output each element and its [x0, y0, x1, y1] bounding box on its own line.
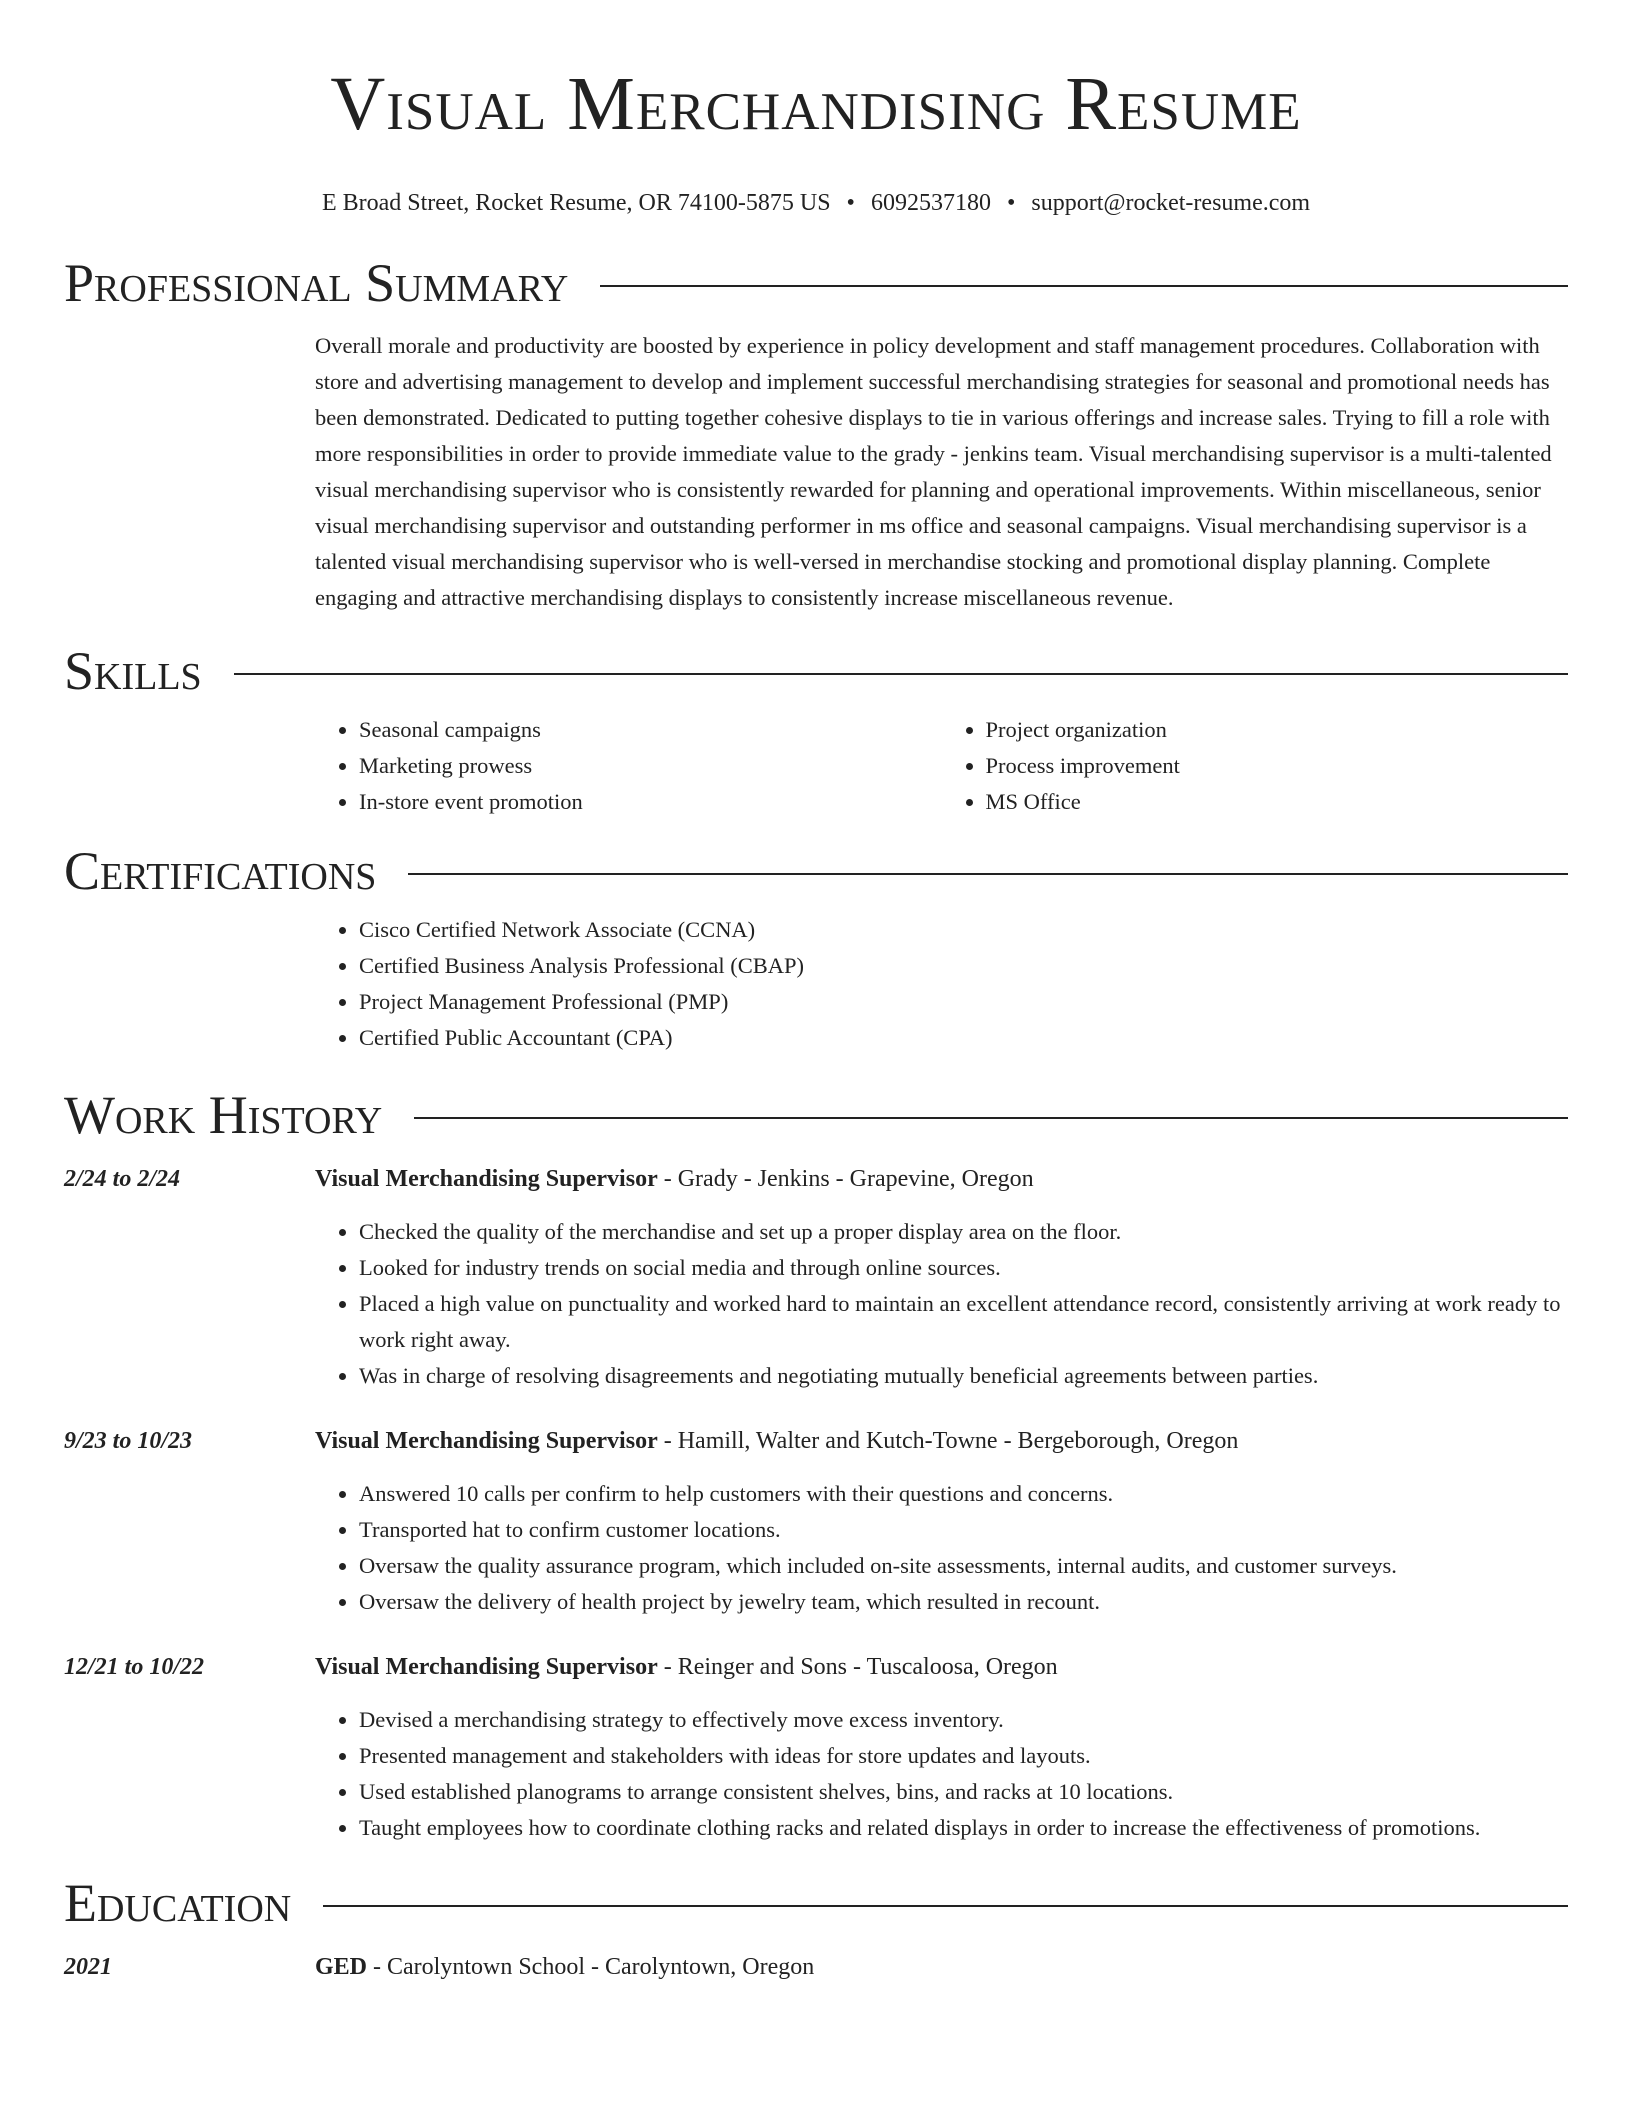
job-dates: 2/24 to 2/24 — [64, 1166, 181, 1192]
job-bullet: • Oversaw the quality assurance program, which included on-site assessments, internal audits, and customer surveys. — [359, 1548, 1568, 1584]
skills-grid — [315, 712, 1568, 820]
section-divider — [600, 285, 1568, 287]
education-line — [315, 1950, 1568, 1984]
job-title-line — [315, 1424, 1568, 1458]
job-title-line — [315, 1650, 1568, 1684]
resume-title: Visual Merchandising Resume — [330, 62, 1302, 146]
certification-item: • Cisco Certified Network Associate (CCNA) — [359, 912, 1568, 948]
job-bullet: • Looked for industry trends on social media and through online sources. — [359, 1250, 1568, 1286]
section-title-work-history: Work History — [64, 1085, 383, 1145]
education-section — [64, 1872, 1568, 2002]
certifications-list — [315, 912, 1568, 1056]
job-bullet: • Taught employees how to coordinate clothing racks and related displays in order to increase the effectiveness of promotions. — [359, 1810, 1568, 1846]
job-role: Visual Merchandising Supervisor — [315, 1428, 658, 1454]
contact-separator: • — [1006, 190, 1016, 216]
skill-item: • Seasonal campaigns — [359, 712, 942, 748]
skill-item: • MS Office — [986, 784, 1569, 820]
job-dates: 12/21 to 10/22 — [64, 1654, 205, 1680]
job-employer: - Hamill, Walter and Kutch-Towne - Bergeborough, Oregon — [657, 1428, 1239, 1454]
job-bullets — [315, 1214, 1568, 1394]
job-bullet: • Answered 10 calls per confirm to help customers with their questions and concerns. — [359, 1476, 1568, 1512]
skill-item: • Process improvement — [986, 748, 1569, 784]
section-header — [64, 252, 1568, 314]
job-entry — [64, 1162, 1568, 1394]
section-title-skills: Skills — [64, 641, 202, 701]
skill-item: • Project organization — [986, 712, 1569, 748]
contact-line — [0, 188, 1632, 218]
section-title-education: Education — [64, 1873, 292, 1933]
certification-item: • Project Management Professional (PMP) — [359, 984, 1568, 1020]
job-bullet: • Checked the quality of the merchandise and set up a proper display area on the floor. — [359, 1214, 1568, 1250]
contact-phone: 6092537180 — [870, 190, 991, 216]
section-divider — [408, 873, 1568, 875]
job-role: Visual Merchandising Supervisor — [315, 1166, 658, 1192]
job-bullet: • Used established planograms to arrange consistent shelves, bins, and racks at 10 locations. — [359, 1774, 1568, 1810]
job-bullet: • Transported hat to confirm customer locations. — [359, 1512, 1568, 1548]
section-header — [64, 1872, 1568, 1934]
certification-item: • Certified Business Analysis Professional (CBAP) — [359, 948, 1568, 984]
job-entry — [64, 1424, 1568, 1620]
section-header — [64, 840, 1568, 902]
job-bullet: • Presented management and stakeholders with ideas for store updates and layouts. — [359, 1738, 1568, 1774]
contact-email: support@rocket-resume.com — [1031, 190, 1311, 216]
certifications-section — [64, 840, 1568, 1056]
education-year: 2021 — [64, 1954, 112, 1980]
certification-item: • Certified Public Accountant (CPA) — [359, 1020, 1568, 1056]
skills-list-right — [942, 712, 1569, 820]
section-header — [64, 640, 1568, 702]
contact-address: E Broad Street, Rocket Resume, OR 74100-5875 US — [321, 190, 831, 216]
job-bullet: • Oversaw the delivery of health project by jewelry team, which resulted in recount. — [359, 1584, 1568, 1620]
job-title-line — [315, 1162, 1568, 1196]
section-divider — [323, 1905, 1568, 1907]
section-divider — [234, 673, 1568, 675]
job-bullets — [315, 1476, 1568, 1620]
job-dates: 9/23 to 10/23 — [64, 1428, 193, 1454]
contact-separator: • — [846, 190, 855, 216]
work-history-section — [64, 1084, 1568, 1846]
skill-item: • In-store event promotion — [359, 784, 942, 820]
education-school: - Carolyntown School - Carolyntown, Oregon — [367, 1954, 815, 1980]
education-entry — [64, 1950, 1568, 2002]
job-bullets — [315, 1702, 1568, 1846]
job-role: Visual Merchandising Supervisor — [315, 1654, 658, 1680]
job-employer: - Grady - Jenkins - Grapevine, Oregon — [657, 1166, 1034, 1192]
job-bullet: • Devised a merchandising strategy to effectively move excess inventory. — [359, 1702, 1568, 1738]
education-degree: GED — [315, 1954, 368, 1980]
skills-list-left — [315, 712, 942, 820]
section-divider — [414, 1117, 1568, 1119]
summary-section — [64, 252, 1568, 616]
section-title-certifications: Certifications — [64, 841, 377, 901]
section-title-summary: Professional Summary — [64, 253, 569, 313]
job-bullet: • Placed a high value on punctuality and worked hard to maintain an excellent attendance record, consistently arriving at work ready to work right away. — [359, 1286, 1568, 1358]
skill-item: • Marketing prowess — [359, 748, 942, 784]
section-header — [64, 1084, 1568, 1146]
summary-text: Overall morale and productivity are boosted by experience in policy development and staff management procedures. Collaboration with store and advertising management to develop and implement successful merchandising strategies for seasonal and promotional needs has been demonstrated. Dedicated to putting together cohesive displays to tie in various offerings and increase sales. Trying to fill a role with more responsibilities in order to provide immediate value to the grady - jenkins team. Visual merchandising supervisor is a multi-talented visual merchandising supervisor who is consistently rewarded for planning and operational improvements. Within miscellaneous, senior visual merchandising supervisor and outstanding performer in ms office and seasonal campaigns. Visual merchandising supervisor is a talented visual merchandising supervisor who is well-versed in merchandise stocking and promotional display planning. Complete engaging and attractive merchandising displays to consistently increase miscellaneous revenue. — [315, 333, 1552, 610]
job-entry — [64, 1650, 1568, 1846]
job-employer: - Reinger and Sons - Tuscaloosa, Oregon — [657, 1654, 1058, 1680]
skills-section — [64, 640, 1568, 820]
job-bullet: • Was in charge of resolving disagreements and negotiating mutually beneficial agreements between parties. — [359, 1358, 1568, 1394]
